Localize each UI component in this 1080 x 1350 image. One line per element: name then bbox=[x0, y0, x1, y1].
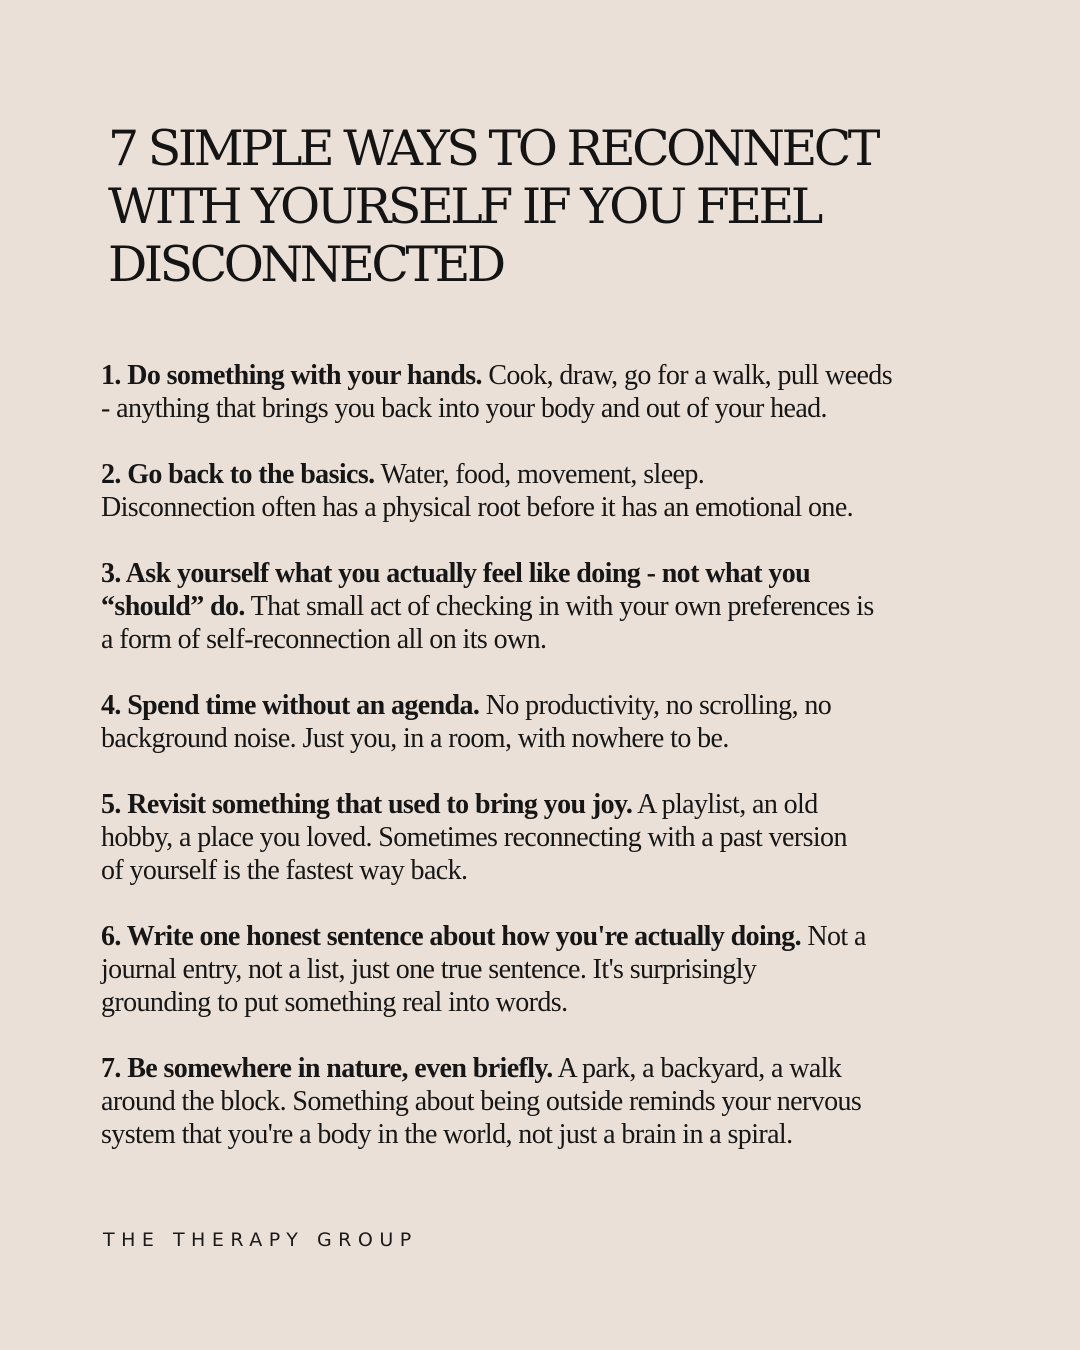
brand-name: THE THERAPY GROUP bbox=[103, 1229, 418, 1251]
item-text: A playlist, an old bbox=[632, 789, 818, 820]
item-text: Disconnection often has a physical root before it has an emotional one. bbox=[101, 492, 854, 523]
title-line: 7 SIMPLE WAYS TO RECONNECT bbox=[108, 120, 877, 177]
item-text: A park, a backyard, a walk bbox=[552, 1053, 842, 1084]
list-item bbox=[101, 920, 1011, 1019]
item-text: Cook, draw, go for a walk, pull weeds bbox=[481, 360, 892, 391]
item-text: grounding to put something real into words. bbox=[101, 987, 568, 1018]
item-text: That small act of checking in with your own preferences is bbox=[244, 591, 874, 622]
item-text: around the block. Something about being outside reminds your nervous bbox=[101, 1086, 862, 1117]
item-lead: 2. Go back to the basics. bbox=[101, 459, 375, 490]
item-text: No productivity, no scrolling, no bbox=[479, 690, 832, 721]
page-title bbox=[108, 120, 1008, 294]
item-lead: “should” do. bbox=[101, 591, 245, 622]
item-text: hobby, a place you loved. Sometimes reconnecting with a past version bbox=[101, 822, 847, 853]
item-text: of yourself is the fastest way back. bbox=[101, 855, 468, 886]
list-item bbox=[101, 689, 1011, 755]
list-item bbox=[101, 557, 1011, 656]
item-lead: 6. Write one honest sentence about how you're actually doing. bbox=[101, 921, 801, 952]
item-lead: 7. Be somewhere in nature, even briefly. bbox=[101, 1053, 553, 1084]
item-text: a form of self-reconnection all on its own. bbox=[101, 624, 547, 655]
item-text: Not a bbox=[801, 921, 866, 952]
item-lead: 1. Do something with your hands. bbox=[101, 360, 482, 391]
title-line: DISCONNECTED bbox=[108, 236, 503, 293]
item-lead: 5. Revisit something that used to bring you joy. bbox=[101, 789, 633, 820]
item-text: journal entry, not a list, just one true sentence. It's surprisingly bbox=[101, 954, 757, 985]
item-text: - anything that brings you back into your body and out of your head. bbox=[101, 393, 827, 424]
list-item bbox=[101, 1052, 1011, 1151]
item-text: Water, food, movement, sleep. bbox=[374, 459, 705, 490]
list-item bbox=[101, 458, 1011, 524]
list-item bbox=[101, 788, 1011, 887]
item-lead: 4. Spend time without an agenda. bbox=[101, 690, 480, 721]
title-line: WITH YOURSELF IF YOU FEEL bbox=[108, 178, 820, 235]
item-lead: 3. Ask yourself what you actually feel like doing - not what you bbox=[101, 558, 811, 589]
item-text: background noise. Just you, in a room, with nowhere to be. bbox=[101, 723, 729, 754]
list-item bbox=[101, 359, 1011, 425]
item-text: system that you're a body in the world, not just a brain in a spiral. bbox=[101, 1119, 793, 1150]
tips-list bbox=[101, 359, 1011, 1184]
